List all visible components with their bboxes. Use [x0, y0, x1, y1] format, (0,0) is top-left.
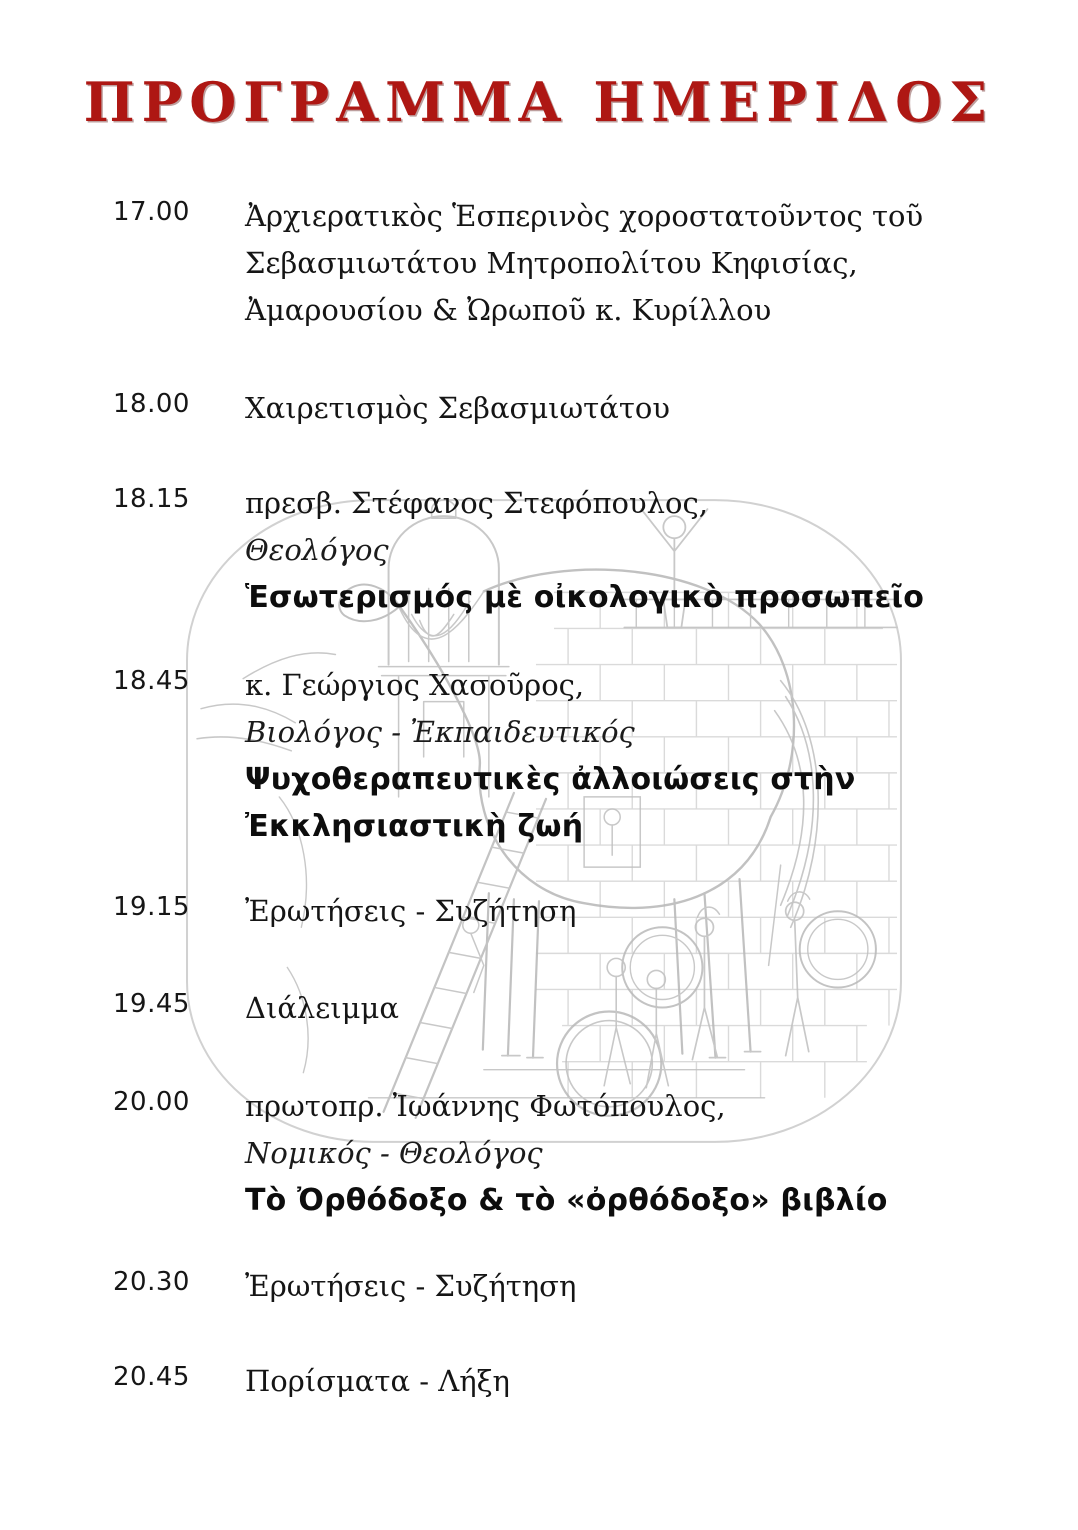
- session-line: Ἀρχιερατικὸς Ἑσπερινὸς χοροστατοῦντος τοῦ: [245, 199, 924, 233]
- time-label: 18.45: [113, 666, 190, 696]
- time-label: 17.00: [113, 197, 190, 227]
- session-description: [245, 985, 1078, 1032]
- session-line: Πορίσματα - Λήξη: [245, 1364, 510, 1398]
- session-line: Χαιρετισμὸς Σεβασμιωτάτου: [245, 391, 670, 425]
- session-description: [245, 1083, 1078, 1224]
- schedule-row-1845: [0, 662, 1078, 850]
- talk-title: Ἑσωτερισμός μὲ οἰκολογικὸ προσωπεῖο: [245, 580, 925, 615]
- schedule-row-1700: [0, 193, 1078, 334]
- session-line: Διάλειμμα: [245, 991, 399, 1025]
- schedule-row-2030: [0, 1263, 1078, 1310]
- schedule-row-1800: [0, 385, 1078, 432]
- speaker-role: Θεολόγος: [245, 533, 389, 567]
- schedule-row-1945: [0, 985, 1078, 1032]
- page-title: ΠΡΟΓΡΑΜΜΑ ΗΜΕΡΙΔΟΣ: [83, 70, 995, 134]
- session-description: [245, 662, 1078, 850]
- schedule-row-1815: [0, 480, 1078, 621]
- schedule-row-2000: [0, 1083, 1078, 1224]
- speaker-role: Βιολόγος - Ἐκπαιδευτικός: [245, 715, 635, 749]
- session-line: Ἐρωτήσεις - Συζήτηση: [245, 894, 577, 928]
- speaker-name: πρεσβ. Στέφανος Στεφόπουλος,: [245, 486, 708, 520]
- session-description: [245, 385, 1078, 432]
- session-line: Σεβασμιωτάτου Μητροπολίτου Κηφισίας,: [245, 246, 858, 280]
- speaker-name: πρωτοπρ. Ἰωάννης Φωτόπουλος,: [245, 1089, 726, 1123]
- session-description: [245, 888, 1078, 935]
- time-label: 19.45: [113, 989, 190, 1019]
- speaker-role: Νομικός - Θεολόγος: [245, 1136, 543, 1170]
- speaker-name: κ. Γεώργιος Χασοῦρος,: [245, 668, 585, 702]
- time-label: 20.30: [113, 1267, 190, 1297]
- talk-title: Ἐκκλησιαστικὴ ζωή: [245, 809, 584, 844]
- talk-title: Τὸ Ὀρθόδοξο & τὸ «ὀρθόδοξο» βιβλίο: [245, 1183, 888, 1218]
- session-description: [245, 193, 1078, 334]
- session-line: Ἀμαρουσίου & Ὠρωποῦ κ. Κυρίλλου: [245, 293, 772, 327]
- time-label: 18.15: [113, 484, 190, 514]
- session-description: [245, 1358, 1078, 1405]
- time-label: 18.00: [113, 389, 190, 419]
- time-label: 19.15: [113, 892, 190, 922]
- session-description: [245, 480, 1078, 621]
- schedule-row-1915: [0, 888, 1078, 935]
- time-label: 20.00: [113, 1087, 190, 1117]
- session-description: [245, 1263, 1078, 1310]
- talk-title: Ψυχοθεραπευτικὲς ἀλλοιώσεις στὴν: [245, 762, 856, 797]
- time-label: 20.45: [113, 1362, 190, 1392]
- session-line: Ἐρωτήσεις - Συζήτηση: [245, 1269, 577, 1303]
- schedule-row-2045: [0, 1358, 1078, 1405]
